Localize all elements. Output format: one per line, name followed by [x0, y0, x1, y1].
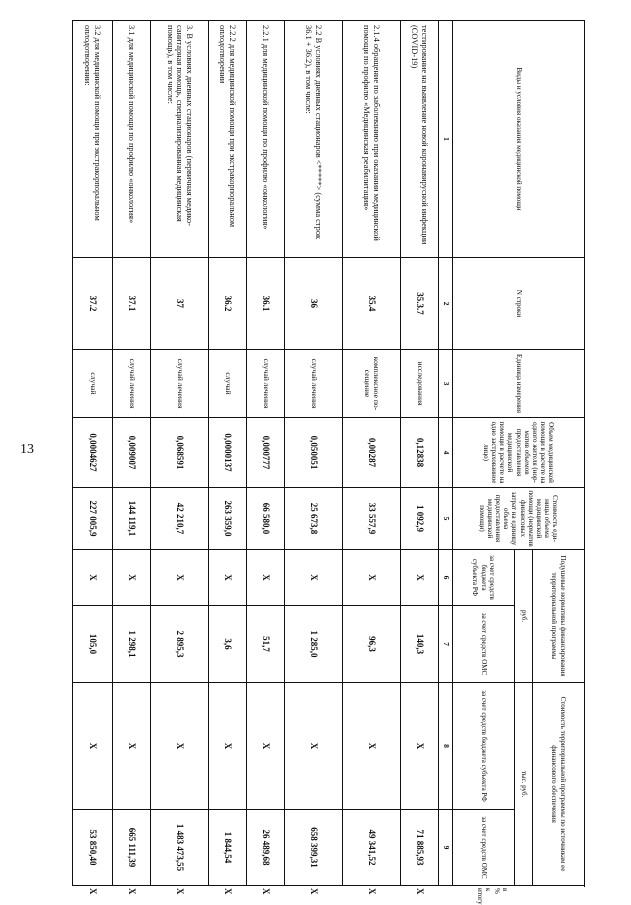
row-unit: исследования — [401, 350, 439, 418]
row-line: 36 — [285, 258, 343, 350]
header-per-capita-oms: за счет средств ОМС — [453, 606, 515, 683]
row-pc-budget: Х — [401, 550, 439, 606]
row-cost: 227 005,9 — [73, 488, 113, 550]
row-name: 2.1.4 обращение по заболеванию при оказании медицинской помощи по профилю «Медицинская реабилитация» — [343, 21, 401, 258]
row-total-oms: 1 483 473,55 — [151, 810, 209, 886]
row-total-budget: Х — [343, 683, 401, 810]
rotated-table-sheet — [83, 20, 585, 905]
row-pc-oms: 3,6 — [209, 606, 247, 683]
column-number: 3 — [439, 350, 453, 418]
row-name: 2.2.1 для медицинской помощи по профилю «онкология» — [247, 21, 285, 258]
row-volume: 0,050051 — [285, 418, 343, 488]
row-total-budget: Х — [247, 683, 285, 810]
column-number: 4 — [439, 418, 453, 488]
row-cost: 42 210,7 — [151, 488, 209, 550]
row-line: 37.2 — [73, 258, 113, 350]
header-rub: руб. — [515, 550, 533, 683]
row-pc-budget: Х — [73, 550, 113, 606]
header-total-budget: за счет средств бюджета субъекта РФ — [453, 683, 515, 810]
table-row: 2.2.1 для медицинской помощи по профилю «онкология» 36.1 случай лечения 0,000777 66 580,0 Х 51,7 Х 26 489,68 Х — [247, 21, 285, 886]
row-unit: случай — [73, 350, 113, 418]
row-unit: случай лечения — [285, 350, 343, 418]
column-number: 7 — [439, 606, 453, 683]
row-pc-oms: 2 895,3 — [151, 606, 209, 683]
row-total-oms: 658 399,31 — [285, 810, 343, 886]
row-line: 37.1 — [113, 258, 151, 350]
header-row-no: N строки — [453, 258, 585, 350]
column-number: 1 — [439, 21, 453, 258]
table-row: 3.1 для медицинской помощи по профилю «онкология» 37.1 случай лечения 0,009007 144 119,1 Х 1 298,1 Х 665 111,39 Х — [113, 21, 151, 886]
row-total-oms: 665 111,39 — [113, 810, 151, 886]
row-unit: случай лечения — [113, 350, 151, 418]
row-volume: 0,12838 — [401, 418, 439, 488]
table-row: 2.1.4 обращение по заболеванию при оказании медицинской помощи по профилю «Медицинская реабилитация» 35.4 комплексное посещение 0,00287 33 557,9 Х 96,3 Х 49 341,52 Х — [343, 21, 401, 886]
medical-care-cost-table: Виды и условия оказания медицинской помощи N строки Единица измерения Объем медицинской помощи в расчете на одного жителя (норматив объемов предоставления медицинской помощи в расчете на одно застрахованное лицо) Стоимость единицы объема медицинской помощи (норматив финансовых затрат на единицу объема предоставления медицинской помощи) Подушевые нормативы финансирования территориальной программы Стоимость территориальной программы по источникам ее финансового обеспечения руб. тыс. руб. в % к итогу за счет средств бюджета субъекта РФ за счет средств ОМС за счет средств бюджета субъекта РФ за счет средств ОМС 1 2 3 4 5 6 7 8 9 тестирование на выявление новой коронавирусной инфекции (COVID-19) 35.3.7 исследования 0,12838 1 092,9 Х 140,3 Х 71 885,93 Х 2.1.4 обращение по заболеванию при оказании медицинской помощи по профилю «Медицинская реабилитация» 35.4 комплексное посещение 0,00287 33 557,9 Х 96,3 Х 49 341,52 Х 2.2 В условиях дневных стационаров <*****> (сумма строк 36.1 + 36.2), в том числе: 36 случай лечения 0,050051 25 673,8 Х 1 285,0 Х 658 399,31 Х 2.2.1 для медицинской помощи по профилю «онкология» 36.1 случай лечения 0,000777 66 580,0 Х 51,7 Х 26 489,68 Х 2.2.2 для медицинской помощи при экстракорпоральном оплодотворении 36.2 случай 0,0000137 263 359,0 Х 3,6 Х 1 844,54 Х 3. В условиях дневных стационаров (первичная медико-санитарная помощь, специализированная медицинская помощь), в том числе: 37 случай лечения 0,068591 42 210,7 Х 2 895,3 Х 1 483 473,55 Х 3.1 для медицинской помощи по профилю «онкология» 37.1 случай лечения 0,009007 144 119,1 Х 1 298,1 Х 665 111,39 Х 3.2 для медицинской помощи при экстракорпоральном оплодотворении: 37.2 случай 0,0004627 227 005,9 Х 105,0 Х 53 850,40 Х — [72, 20, 585, 886]
row-cost: 66 580,0 — [247, 488, 285, 550]
row-volume: 0,068591 — [151, 418, 209, 488]
row-name: 2.2 В условиях дневных стационаров <*****> (сумма строк 36.1 + 36.2), в том числе: — [285, 21, 343, 258]
row-pc-budget: Х — [113, 550, 151, 606]
table-body — [73, 21, 439, 895]
row-cost: 25 673,8 — [285, 488, 343, 550]
row-total-budget: Х — [209, 683, 247, 810]
row-line: 35.3.7 — [401, 258, 439, 350]
row-cost: 33 557,9 — [343, 488, 401, 550]
row-line: 37 — [151, 258, 209, 350]
row-unit: комплексное посещение — [343, 350, 401, 418]
row-total-oms: 49 341,52 — [343, 810, 401, 886]
row-pc-budget: Х — [209, 550, 247, 606]
row-name: тестирование на выявление новой коронавирусной инфекции (COVID-19) — [401, 21, 439, 258]
row-cost: 144 119,1 — [113, 488, 151, 550]
header-per-capita-budget: за счет средств бюджета субъекта РФ — [453, 550, 515, 606]
row-total-oms: 1 844,54 — [209, 810, 247, 886]
row-volume: 0,0004627 — [73, 418, 113, 488]
header-cost-unit: Стоимость единицы объема медицинской помощи (норматив финансовых затрат на единицу объема предоставления медицинской помощи) — [453, 488, 585, 550]
row-pc-oms: 140,3 — [401, 606, 439, 683]
table-row: 3.2 для медицинской помощи при экстракорпоральном оплодотворении: 37.2 случай 0,0004627 227 005,9 Х 105,0 Х 53 850,40 Х — [73, 21, 113, 886]
row-total-oms: 71 885,93 — [401, 810, 439, 886]
column-number: 6 — [439, 550, 453, 606]
row-unit: случай лечения — [247, 350, 285, 418]
row-pc-oms: 1 285,0 — [285, 606, 343, 683]
column-number: 9 — [439, 810, 453, 886]
row-pc-oms: 96,3 — [343, 606, 401, 683]
row-line: 36.1 — [247, 258, 285, 350]
row-volume: 0,000777 — [247, 418, 285, 488]
row-name: 3.2 для медицинской помощи при экстракорпоральном оплодотворении: — [73, 21, 113, 258]
row-pc-budget: Х — [151, 550, 209, 606]
row-pc-budget: Х — [285, 550, 343, 606]
row-name: 2.2.2 для медицинской помощи при экстракорпоральном оплодотворении — [209, 21, 247, 258]
row-line: 36.2 — [209, 258, 247, 350]
column-number: 5 — [439, 488, 453, 550]
row-total-budget: Х — [151, 683, 209, 810]
row-pc-budget: Х — [247, 550, 285, 606]
header-unit: Единица измерения — [453, 350, 585, 418]
row-name: 3.1 для медицинской помощи по профилю «онкология» — [113, 21, 151, 258]
header-thousand-rub: тыс. руб. — [515, 683, 533, 886]
row-line: 35.4 — [343, 258, 401, 350]
row-total-budget: Х — [401, 683, 439, 810]
row-pc-oms: 1 298,1 — [113, 606, 151, 683]
header-total-oms: за счет средств ОМС — [453, 810, 515, 886]
table-row: 2.2 В условиях дневных стационаров <*****> (сумма строк 36.1 + 36.2), в том числе: 36 случай лечения 0,050051 25 673,8 Х 1 285,0 Х 658 399,31 Х — [285, 21, 343, 886]
row-total-oms: 26 489,68 — [247, 810, 285, 886]
row-total-budget: Х — [73, 683, 113, 810]
row-pc-oms: 51,7 — [247, 606, 285, 683]
row-name: 3. В условиях дневных стационаров (первичная медико-санитарная помощь, специализированная медицинская помощь), в том числе: — [151, 21, 209, 258]
column-number: 8 — [439, 683, 453, 810]
row-total-budget: Х — [113, 683, 151, 810]
header-per-capita-group: Подушевые нормативы финансирования территориальной программы — [533, 550, 585, 683]
table-row: тестирование на выявление новой коронавирусной инфекции (COVID-19) 35.3.7 исследования 0,12838 1 092,9 Х 140,3 Х 71 885,93 Х — [401, 21, 439, 886]
row-volume: 0,00287 — [343, 418, 401, 488]
row-total-oms: 53 850,40 — [73, 810, 113, 886]
table-row: 2.2.2 для медицинской помощи при экстракорпоральном оплодотворении 36.2 случай 0,0000137 263 359,0 Х 3,6 Х 1 844,54 Х — [209, 21, 247, 886]
row-pc-oms: 105,0 — [73, 606, 113, 683]
header-types: Виды и условия оказания медицинской помощи — [453, 21, 585, 258]
row-total-budget: Х — [285, 683, 343, 810]
row-unit: случай — [209, 350, 247, 418]
row-volume: 0,0000137 — [209, 418, 247, 488]
row-cost: 1 092,9 — [401, 488, 439, 550]
row-unit: случай лечения — [151, 350, 209, 418]
header-total-group: Стоимость территориальной программы по источникам ее финансового обеспечения — [533, 683, 585, 886]
table-row: 3. В условиях дневных стационаров (первичная медико-санитарная помощь, специализированная медицинская помощь), в том числе: 37 случай лечения 0,068591 42 210,7 Х 2 895,3 Х 1 483 473,55 Х — [151, 21, 209, 886]
page-number: 13 — [20, 442, 34, 457]
row-pc-budget: Х — [343, 550, 401, 606]
row-cost: 263 359,0 — [209, 488, 247, 550]
header-volume: Объем медицинской помощи в расчете на одного жителя (норматив объемов предоставления медицинской помощи в расчете на одно застрахованное лицо) — [453, 418, 585, 488]
column-number: 2 — [439, 258, 453, 350]
row-volume: 0,009007 — [113, 418, 151, 488]
